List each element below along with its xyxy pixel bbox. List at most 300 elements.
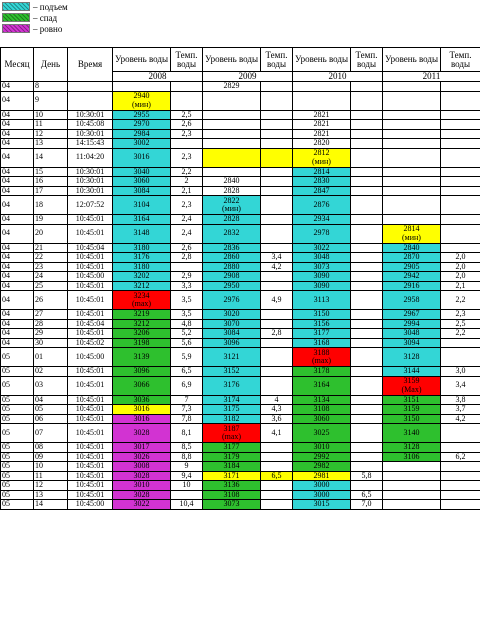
cell-level-2011	[383, 481, 441, 491]
cell-level-2010: 2981	[293, 471, 351, 481]
cell-level-2010: 2934	[293, 215, 351, 225]
cell-month: 04	[1, 319, 34, 329]
cell-level-2011: 2870	[383, 253, 441, 263]
table-body	[1, 82, 480, 510]
cell-temp-2011	[441, 462, 480, 472]
cell-level-2010	[293, 82, 351, 92]
cell-day: 09	[34, 452, 68, 462]
cell-temp-2010	[351, 129, 383, 139]
cell-temp-2008: 8,1	[171, 424, 203, 443]
cell-month: 04	[1, 167, 34, 177]
header-day: День	[34, 48, 68, 82]
cell-temp-2009: 4	[261, 395, 293, 405]
cell-level-2009: 3182	[203, 414, 261, 424]
table-row	[1, 215, 480, 225]
cell-time: 10:45:01	[68, 462, 113, 472]
cell-level-2008: 2984	[113, 129, 171, 139]
cell-level-2008: 3180	[113, 262, 171, 272]
cell-temp-2011	[441, 481, 480, 491]
cell-level-2011: 3151	[383, 395, 441, 405]
cell-time: 14:15:43	[68, 139, 113, 149]
cell-temp-2010	[351, 186, 383, 196]
cell-level-2008: 3016	[113, 414, 171, 424]
cell-temp-2011: 2,5	[441, 319, 480, 329]
table-row	[1, 167, 480, 177]
cell-temp-2009	[261, 215, 293, 225]
cell-day: 9	[34, 91, 68, 110]
cell-level-2011: 2942	[383, 272, 441, 282]
cell-level-2010: 3156	[293, 319, 351, 329]
cell-temp-2011: 2,3	[441, 310, 480, 320]
table-row	[1, 329, 480, 339]
cell-level-2011	[383, 167, 441, 177]
cell-time: 10:45:00	[68, 500, 113, 510]
cell-month: 04	[1, 120, 34, 130]
cell-temp-2008: 2,4	[171, 224, 203, 243]
cell-level-2008: 3139	[113, 348, 171, 367]
cell-level-2008: 3234 (max)	[113, 291, 171, 310]
cell-level-2011	[383, 215, 441, 225]
cell-day: 14	[34, 500, 68, 510]
cell-day: 14	[34, 148, 68, 167]
cell-day: 30	[34, 338, 68, 348]
cell-month: 04	[1, 310, 34, 320]
cell-level-2010: 2821	[293, 129, 351, 139]
cell-level-2010	[293, 91, 351, 110]
cell-time: 10:30:01	[68, 110, 113, 120]
cell-temp-2008: 2,3	[171, 196, 203, 215]
cell-temp-2008	[171, 490, 203, 500]
cell-level-2010: 3164	[293, 376, 351, 395]
cell-level-2008: 3164	[113, 215, 171, 225]
cell-temp-2010	[351, 329, 383, 339]
header-year-2010: 2010	[293, 72, 383, 82]
cell-level-2011	[383, 129, 441, 139]
cell-level-2009: 3108	[203, 490, 261, 500]
cell-temp-2009: 4,3	[261, 405, 293, 415]
cell-day: 28	[34, 319, 68, 329]
cell-month: 05	[1, 452, 34, 462]
cell-temp-2010	[351, 319, 383, 329]
cell-level-2008: 2970	[113, 120, 171, 130]
cell-temp-2011	[441, 148, 480, 167]
cell-day: 12	[34, 481, 68, 491]
cell-temp-2008: 9	[171, 462, 203, 472]
cell-level-2009: 3171	[203, 471, 261, 481]
cell-time: 12:07:52	[68, 196, 113, 215]
cell-level-2010: 3113	[293, 291, 351, 310]
header-month: Месяц	[1, 48, 34, 82]
cell-level-2010: 3168	[293, 338, 351, 348]
cell-level-2009: 3121	[203, 348, 261, 367]
cell-temp-2010	[351, 148, 383, 167]
cell-day: 23	[34, 262, 68, 272]
table-row	[1, 414, 480, 424]
header-level-2008: Уровень воды	[113, 48, 171, 72]
cell-time: 10:45:02	[68, 338, 113, 348]
table-row	[1, 490, 480, 500]
cell-level-2008: 3176	[113, 253, 171, 263]
legend-label-up: – подъем	[33, 1, 68, 12]
cell-temp-2009: 3,4	[261, 253, 293, 263]
cell-level-2008	[113, 82, 171, 92]
cell-temp-2008: 2,2	[171, 167, 203, 177]
header-year-2008: 2008	[113, 72, 203, 82]
table-row	[1, 338, 480, 348]
cell-temp-2008: 10,4	[171, 500, 203, 510]
cell-month: 04	[1, 338, 34, 348]
cell-temp-2009	[261, 367, 293, 377]
cell-time: 10:45:01	[68, 262, 113, 272]
header-temp-2009: Темп. воды	[261, 48, 293, 72]
cell-temp-2011: 3,7	[441, 405, 480, 415]
cell-day: 15	[34, 167, 68, 177]
swatch-up-icon	[2, 2, 30, 11]
cell-time: 10:45:00	[68, 272, 113, 282]
cell-level-2011: 2905	[383, 262, 441, 272]
cell-temp-2008: 7,8	[171, 414, 203, 424]
cell-temp-2009	[261, 120, 293, 130]
cell-level-2011	[383, 120, 441, 130]
cell-month: 04	[1, 262, 34, 272]
cell-temp-2011	[441, 110, 480, 120]
cell-temp-2008: 7,3	[171, 405, 203, 415]
cell-level-2011	[383, 500, 441, 510]
legend-row-down	[2, 12, 152, 23]
cell-level-2008: 2955	[113, 110, 171, 120]
cell-month: 05	[1, 414, 34, 424]
cell-level-2009: 2860	[203, 253, 261, 263]
cell-time: 10:45:01	[68, 405, 113, 415]
cell-month: 04	[1, 110, 34, 120]
table-row	[1, 272, 480, 282]
cell-level-2010: 3090	[293, 281, 351, 291]
cell-temp-2010	[351, 196, 383, 215]
cell-month: 04	[1, 186, 34, 196]
cell-level-2010: 3150	[293, 310, 351, 320]
header-temp-2010: Темп. воды	[351, 48, 383, 72]
cell-time: 10:45:08	[68, 120, 113, 130]
cell-temp-2010	[351, 462, 383, 472]
cell-time: 10:45:04	[68, 243, 113, 253]
cell-temp-2011: 2,0	[441, 262, 480, 272]
table-row	[1, 139, 480, 149]
table-row	[1, 452, 480, 462]
cell-day: 04	[34, 395, 68, 405]
cell-day: 25	[34, 281, 68, 291]
cell-level-2010: 3134	[293, 395, 351, 405]
cell-day: 12	[34, 129, 68, 139]
table-row	[1, 319, 480, 329]
cell-temp-2011: 2,0	[441, 272, 480, 282]
cell-temp-2008: 2,3	[171, 129, 203, 139]
cell-temp-2008: 3,5	[171, 291, 203, 310]
cell-temp-2010	[351, 338, 383, 348]
cell-temp-2010	[351, 224, 383, 243]
cell-temp-2011: 3,0	[441, 367, 480, 377]
cell-month: 05	[1, 462, 34, 472]
cell-level-2009: 3184	[203, 462, 261, 472]
cell-temp-2011	[441, 500, 480, 510]
cell-level-2010: 3022	[293, 243, 351, 253]
cell-level-2010: 2820	[293, 139, 351, 149]
table-row	[1, 196, 480, 215]
cell-temp-2011	[441, 338, 480, 348]
cell-level-2010: 3108	[293, 405, 351, 415]
cell-time: 10:30:01	[68, 186, 113, 196]
cell-level-2009	[203, 148, 261, 167]
cell-temp-2009	[261, 167, 293, 177]
cell-level-2008: 3096	[113, 367, 171, 377]
table-row	[1, 91, 480, 110]
cell-temp-2011: 4,2	[441, 414, 480, 424]
cell-time: 10:45:01	[68, 481, 113, 491]
cell-temp-2009	[261, 91, 293, 110]
cell-level-2011: 3094	[383, 338, 441, 348]
table-row	[1, 481, 480, 491]
cell-time: 10:45:01	[68, 490, 113, 500]
cell-level-2011	[383, 110, 441, 120]
cell-temp-2008: 2,5	[171, 110, 203, 120]
cell-time	[68, 82, 113, 92]
cell-level-2008: 3022	[113, 500, 171, 510]
cell-level-2010: 2982	[293, 462, 351, 472]
cell-temp-2009: 3,6	[261, 414, 293, 424]
cell-temp-2008	[171, 139, 203, 149]
cell-level-2009: 2976	[203, 291, 261, 310]
cell-level-2011	[383, 177, 441, 187]
cell-level-2011	[383, 471, 441, 481]
table-row	[1, 471, 480, 481]
cell-month: 05	[1, 424, 34, 443]
cell-day: 10	[34, 462, 68, 472]
cell-temp-2011	[441, 196, 480, 215]
cell-temp-2009	[261, 224, 293, 243]
cell-temp-2009: 6,5	[261, 471, 293, 481]
cell-time	[68, 91, 113, 110]
cell-month: 05	[1, 500, 34, 510]
cell-time: 10:45:01	[68, 329, 113, 339]
cell-level-2008: 3104	[113, 196, 171, 215]
cell-temp-2011	[441, 129, 480, 139]
cell-temp-2009	[261, 452, 293, 462]
cell-level-2011	[383, 462, 441, 472]
cell-level-2011: 3128	[383, 348, 441, 367]
cell-level-2011	[383, 148, 441, 167]
cell-level-2011: 2958	[383, 291, 441, 310]
cell-temp-2008: 7	[171, 395, 203, 405]
cell-time: 10:45:01	[68, 376, 113, 395]
cell-temp-2010	[351, 424, 383, 443]
cell-level-2010: 2992	[293, 452, 351, 462]
cell-level-2009: 2822 (мин)	[203, 196, 261, 215]
cell-level-2009: 2828	[203, 186, 261, 196]
cell-level-2009: 3020	[203, 310, 261, 320]
cell-temp-2011	[441, 177, 480, 187]
cell-temp-2010	[351, 139, 383, 149]
cell-month: 04	[1, 177, 34, 187]
cell-temp-2010	[351, 120, 383, 130]
cell-day: 06	[34, 414, 68, 424]
table-row	[1, 129, 480, 139]
cell-level-2010: 2876	[293, 196, 351, 215]
cell-month: 04	[1, 215, 34, 225]
cell-level-2009: 3152	[203, 367, 261, 377]
cell-time: 10:45:01	[68, 471, 113, 481]
cell-temp-2009: 4,9	[261, 291, 293, 310]
cell-temp-2009	[261, 272, 293, 282]
cell-temp-2008: 2	[171, 177, 203, 187]
table-row	[1, 348, 480, 367]
cell-month: 04	[1, 272, 34, 282]
cell-temp-2008: 5,9	[171, 348, 203, 367]
cell-level-2009: 2908	[203, 272, 261, 282]
cell-month: 05	[1, 490, 34, 500]
table-row	[1, 443, 480, 453]
cell-level-2009: 2950	[203, 281, 261, 291]
table-row	[1, 281, 480, 291]
cell-time: 10:45:01	[68, 452, 113, 462]
cell-temp-2009	[261, 443, 293, 453]
cell-level-2009	[203, 120, 261, 130]
header-level-2009: Уровень воды	[203, 48, 261, 72]
cell-temp-2009	[261, 376, 293, 395]
cell-time: 10:30:01	[68, 177, 113, 187]
cell-level-2011: 3106	[383, 452, 441, 462]
cell-temp-2008	[171, 82, 203, 92]
cell-level-2009	[203, 91, 261, 110]
cell-temp-2011: 6,2	[441, 452, 480, 462]
cell-month: 05	[1, 405, 34, 415]
cell-day: 18	[34, 196, 68, 215]
cell-level-2008: 3036	[113, 395, 171, 405]
cell-temp-2008: 2,4	[171, 215, 203, 225]
cell-temp-2009	[261, 338, 293, 348]
water-level-table	[0, 47, 480, 510]
swatch-even-icon	[2, 24, 30, 33]
cell-month: 05	[1, 376, 34, 395]
cell-level-2011: 3159 (Max)	[383, 376, 441, 395]
cell-level-2008: 3212	[113, 281, 171, 291]
cell-temp-2009	[261, 281, 293, 291]
header-level-2011: Уровень воды	[383, 48, 441, 72]
cell-temp-2011: 2,1	[441, 281, 480, 291]
table-row	[1, 500, 480, 510]
cell-level-2009: 3187 (max)	[203, 424, 261, 443]
header-temp-2011: Темп. воды	[441, 48, 480, 72]
table-row	[1, 120, 480, 130]
cell-temp-2009	[261, 110, 293, 120]
cell-level-2008: 3219	[113, 310, 171, 320]
cell-level-2010: 2978	[293, 224, 351, 243]
cell-day: 20	[34, 224, 68, 243]
cell-temp-2008: 2,3	[171, 148, 203, 167]
cell-temp-2010	[351, 310, 383, 320]
cell-level-2011: 3048	[383, 329, 441, 339]
cell-temp-2009	[261, 177, 293, 187]
cell-level-2011	[383, 82, 441, 92]
cell-temp-2010	[351, 110, 383, 120]
cell-level-2009: 3177	[203, 443, 261, 453]
cell-temp-2010	[351, 405, 383, 415]
cell-time: 10:45:01	[68, 215, 113, 225]
cell-temp-2010	[351, 91, 383, 110]
cell-level-2009: 3073	[203, 500, 261, 510]
table-row	[1, 462, 480, 472]
cell-temp-2010	[351, 272, 383, 282]
cell-day: 08	[34, 443, 68, 453]
cell-temp-2009	[261, 319, 293, 329]
cell-temp-2010	[351, 281, 383, 291]
cell-level-2008: 3040	[113, 167, 171, 177]
cell-temp-2010	[351, 253, 383, 263]
cell-temp-2011: 3,8	[441, 395, 480, 405]
cell-temp-2011: 2,2	[441, 291, 480, 310]
header-time: Время	[68, 48, 113, 82]
cell-day: 27	[34, 310, 68, 320]
cell-level-2008: 3202	[113, 272, 171, 282]
cell-temp-2010	[351, 291, 383, 310]
cell-level-2011	[383, 91, 441, 110]
cell-level-2008: 3148	[113, 224, 171, 243]
header-level-2010: Уровень воды	[293, 48, 351, 72]
cell-level-2010: 3015	[293, 500, 351, 510]
cell-day: 22	[34, 253, 68, 263]
cell-level-2011	[383, 196, 441, 215]
cell-temp-2011	[441, 471, 480, 481]
cell-temp-2010	[351, 243, 383, 253]
cell-level-2011: 3140	[383, 424, 441, 443]
cell-level-2010: 3073	[293, 262, 351, 272]
cell-temp-2008: 2,6	[171, 120, 203, 130]
cell-month: 04	[1, 243, 34, 253]
cell-temp-2011	[441, 224, 480, 243]
cell-level-2011	[383, 490, 441, 500]
cell-level-2011: 2814 (мин)	[383, 224, 441, 243]
cell-month: 04	[1, 224, 34, 243]
swatch-down-icon	[2, 13, 30, 22]
cell-level-2009: 2836	[203, 243, 261, 253]
cell-temp-2008: 5,6	[171, 338, 203, 348]
cell-temp-2011: 3,4	[441, 376, 480, 395]
cell-level-2008: 3060	[113, 177, 171, 187]
cell-level-2010: 3188 (max)	[293, 348, 351, 367]
cell-level-2010: 3000	[293, 490, 351, 500]
cell-temp-2011	[441, 215, 480, 225]
cell-day: 11	[34, 120, 68, 130]
cell-level-2008: 3198	[113, 338, 171, 348]
cell-level-2011: 2994	[383, 319, 441, 329]
table-row	[1, 82, 480, 92]
cell-temp-2008: 5,2	[171, 329, 203, 339]
cell-temp-2011	[441, 186, 480, 196]
cell-temp-2010: 5,8	[351, 471, 383, 481]
cell-temp-2010	[351, 452, 383, 462]
cell-time: 10:45:01	[68, 367, 113, 377]
cell-temp-2008: 2,9	[171, 272, 203, 282]
cell-temp-2009	[261, 139, 293, 149]
cell-level-2008: 3212	[113, 319, 171, 329]
cell-temp-2009: 2,8	[261, 329, 293, 339]
cell-level-2010: 2821	[293, 120, 351, 130]
cell-level-2009: 3174	[203, 395, 261, 405]
cell-day: 17	[34, 186, 68, 196]
cell-level-2009: 3136	[203, 481, 261, 491]
cell-level-2009: 3070	[203, 319, 261, 329]
cell-level-2011: 3159	[383, 405, 441, 415]
legend-row-up	[2, 1, 152, 12]
table-row	[1, 186, 480, 196]
